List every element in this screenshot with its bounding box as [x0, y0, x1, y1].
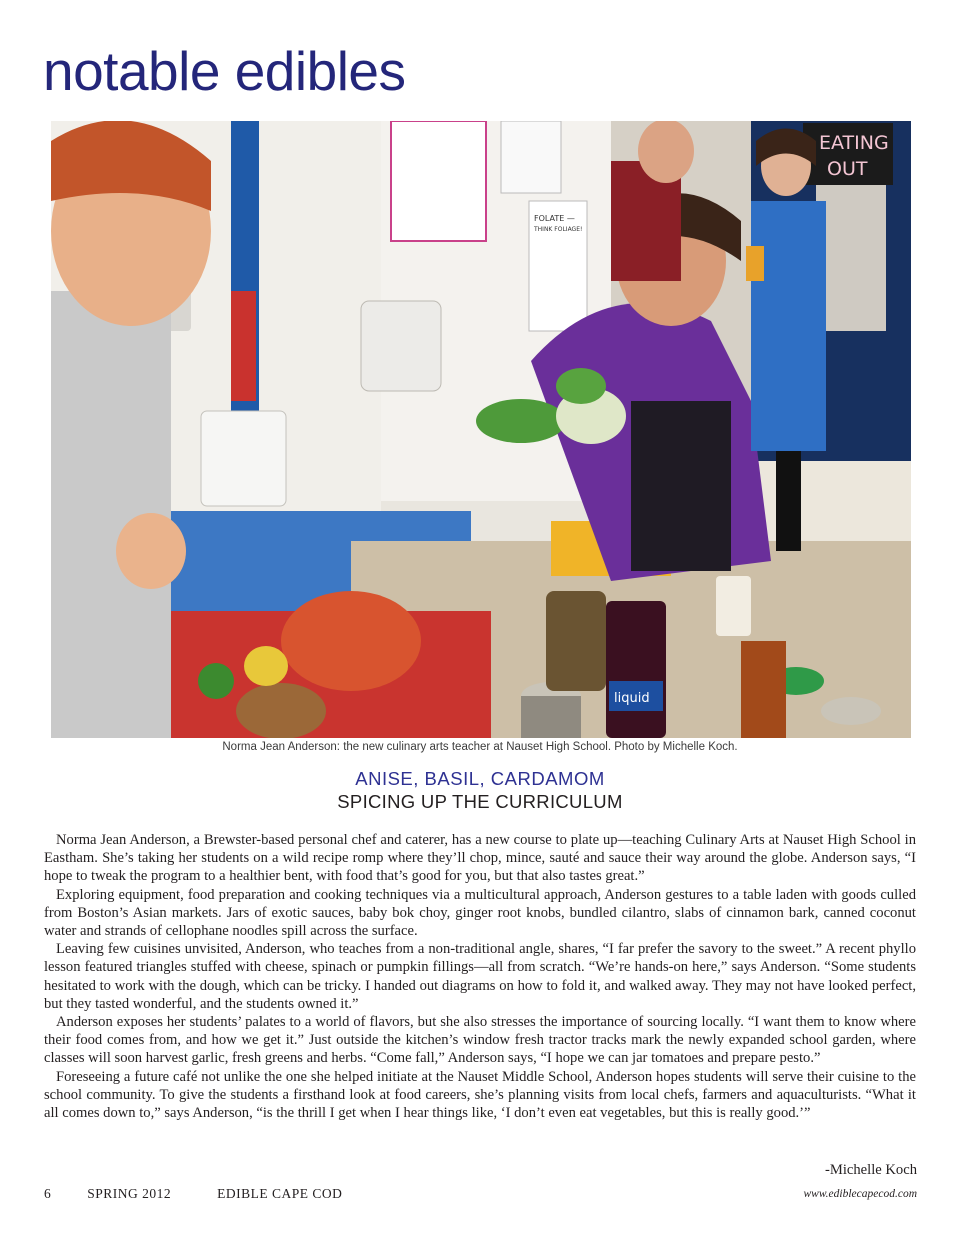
eating-out-sign	[803, 123, 893, 185]
article-paragraph: Foreseeing a future café not unlike the one she helped initiate at the Nauset Middle School, Anderson hopes students will serve their cuisine to the school community. To give the students a firsthand look at food careers, she’s planning visits from local chefs, farmers and aquaculturists. “What it all comes down to,” says Anderson, “is the thrill I get when I hear things like, ‘I don’t even eat vegetables, but this is really good.’”	[44, 1068, 916, 1122]
article-body	[44, 831, 916, 1122]
article-paragraph: Exploring equipment, food preparation and cooking techniques via a multicultural approach, Anderson gestures to a table laden with goods culled from Boston’s Asian markets. Jars of exotic sauces, baby bok choy, ginger root knobs, bundled cilantro, slabs of cinnamon bark, canned coconut water and strands of cellophane noodles spill across the surface.	[44, 886, 916, 940]
article-photo	[51, 121, 911, 738]
photo-caption: Norma Jean Anderson: the new culinary arts teacher at Nauset High School. Photo by Michelle Koch.	[222, 741, 738, 753]
folate-poster	[529, 201, 587, 331]
page-number: 6	[44, 1186, 52, 1201]
page-footer	[44, 1186, 342, 1202]
poster-heading-line-1: FOLATE —	[534, 214, 575, 223]
publication-name: EDIBLE CAPE COD	[217, 1186, 343, 1201]
website-link[interactable]: www.ediblecapecod.com	[803, 1188, 917, 1200]
article-subhead: SPICING UP THE CURRICULUM	[337, 791, 623, 812]
article-paragraph: Leaving few cuisines unvisited, Anderson, who teaches from a non-traditional angle, shares, “I far prefer the savory to the sweet.” A recent phyllo lesson featured triangles stuffed with cheese, spinach or pumpkin fillings—all from scratch. “We’re hands-on here,” says Anderson. “Some students hesitated to work with the dough, which can be tricky. I handed out diagrams on how to fold it, and walked away. They may not have looked perfect, but they tasted wonderful, and the students owned it.”	[44, 941, 916, 1012]
sign-line-1: EATING	[819, 132, 889, 154]
article-paragraph: Anderson exposes her students’ palates to a world of flavors, but she also stresses the importance of sourcing locally. “I want them to know where their food comes from, and how we get it.” Just outside the kitchen’s window fresh tractor tracks mark the newly expanded school garden, where classes will soon harvest garlic, fresh greens and herbs. “Come fall,” Anderson says, “I hope we can jar tomatoes and prepare pesto.”	[44, 1014, 916, 1067]
article-byline	[825, 1162, 917, 1179]
byline-text: -Michelle Koch	[825, 1162, 917, 1178]
poster-heading-line-2: THINK FOLIAGE!	[534, 226, 583, 233]
article-paragraph: Norma Jean Anderson, a Brewster-based personal chef and caterer, has a new course to plate up—teaching Culinary Arts at Nauset High School in Eastham. She’s taking her students on a wild recipe romp where they’ll chop, mince, sauté and sauce their way around the globe. Anderson says, “I hope to tweak the program to a healthier bent, with food that’s good for you, but that also tastes great.”	[44, 832, 916, 885]
article-headline: ANISE, BASIL, CARDAMOM	[355, 768, 605, 789]
sign-line-2: OUT	[827, 158, 868, 180]
issue-label: SPRING 2012	[87, 1186, 172, 1201]
section-title: notable edibles	[43, 40, 406, 102]
bottle-label: liquid	[614, 691, 650, 706]
